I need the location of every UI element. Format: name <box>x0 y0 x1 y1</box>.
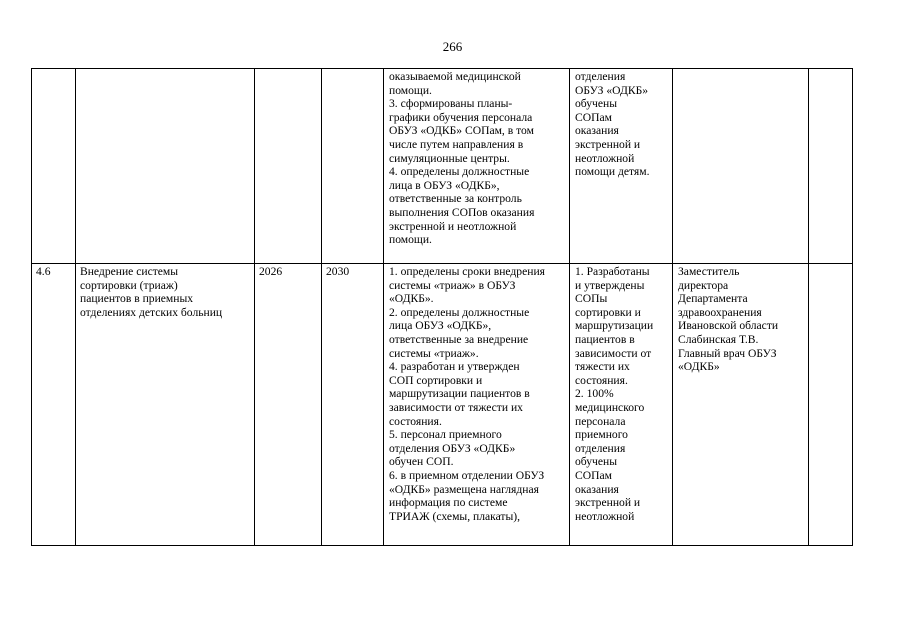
text-line: экстренной и неотложной <box>389 219 517 233</box>
column-border <box>852 68 853 546</box>
text-line: экстренной и <box>575 137 641 151</box>
text-line: «ОДКБ». <box>389 292 434 306</box>
row2-start-year-cell: 2026 <box>259 265 283 278</box>
text-line: «ОДКБ» <box>678 360 720 374</box>
column-border <box>75 68 76 546</box>
text-line: 4. разработан и утвержден <box>389 360 520 374</box>
text-line: персонала <box>575 414 626 428</box>
text-line: СОП сортировки и <box>389 373 483 387</box>
text-line: системы «триаж». <box>389 346 479 360</box>
text-line: Внедрение системы <box>80 265 179 278</box>
text-line: медицинского <box>575 400 645 414</box>
text-line: пациентов в <box>575 332 635 346</box>
text-line: ОБУЗ «ОДКБ» <box>575 83 649 97</box>
text-line: помощи детям. <box>575 165 650 179</box>
text-line: лица ОБУЗ «ОДКБ», <box>389 319 492 333</box>
text-line: СОПам <box>575 468 612 482</box>
text-line: 6. в приемном отделении ОБУЗ <box>389 468 545 482</box>
text-line: информация по системе <box>389 496 508 510</box>
text-line: отделения <box>575 441 626 455</box>
text-line: неотложной <box>575 151 635 165</box>
column-border <box>31 68 32 546</box>
row2-end-year-cell: 2030 <box>326 265 350 278</box>
text-line: выполнения СОПов оказания <box>389 205 535 219</box>
text-line: ответственные за контроль <box>389 192 522 206</box>
text-line: 1. определены сроки внедрения <box>389 265 545 278</box>
text-line: ответственные за внедрение <box>389 332 529 346</box>
text-line: оказания <box>575 482 619 496</box>
text-line: состояния. <box>575 373 628 387</box>
text-line: экстренной и <box>575 496 641 510</box>
row1-results-cell <box>389 70 565 247</box>
column-border <box>808 68 809 546</box>
text-line: 2. 100% <box>575 387 614 401</box>
text-line: помощи. <box>389 83 432 97</box>
page-number: 266 <box>442 39 463 54</box>
text-line: оказываемой медицинской <box>389 70 521 83</box>
table-bottom-border <box>31 545 853 546</box>
text-line: 1. Разработаны <box>575 265 650 278</box>
text-line: помощи. <box>389 233 432 247</box>
text-line: неотложной <box>575 509 635 523</box>
text-line: ТРИАЖ (схемы, плакаты), <box>389 509 521 523</box>
text-line: 5. персонал приемного <box>389 428 502 442</box>
row2-event-cell <box>80 265 250 319</box>
column-border <box>321 68 322 546</box>
text-line: сортировки (триаж) <box>80 278 178 292</box>
text-line: обучен СОП. <box>389 455 454 469</box>
text-line: Департамента <box>678 292 748 306</box>
text-line: обучены <box>575 97 618 111</box>
column-border <box>672 68 673 546</box>
text-line: здравоохранения <box>678 305 762 319</box>
column-border <box>254 68 255 546</box>
text-line: пациентов в приемных <box>80 292 194 306</box>
text-line: Главный врач ОБУЗ <box>678 346 777 360</box>
text-line: отделениях детских больниц <box>80 305 223 319</box>
text-line: тяжести их <box>575 360 630 374</box>
text-line: маршрутизации пациентов в <box>389 387 530 401</box>
text-line: 4. определены должностные <box>389 165 530 179</box>
text-line: отделения <box>575 70 626 83</box>
column-border <box>383 68 384 546</box>
text-line: сортировки и <box>575 305 641 319</box>
text-line: отделения ОБУЗ «ОДКБ» <box>389 441 516 455</box>
row2-number-cell: 4.6 <box>36 265 51 278</box>
text-line: маршрутизации <box>575 319 654 333</box>
text-line: симуляционные центры. <box>389 151 510 165</box>
row1-indicators-cell <box>575 70 668 179</box>
text-line: состояния. <box>389 414 442 428</box>
text-line: Ивановской области <box>678 319 779 333</box>
row2-results-cell <box>389 265 565 523</box>
text-line: числе путем направления в <box>389 137 524 151</box>
table-top-border <box>31 68 853 69</box>
text-line: системы «триаж» в ОБУЗ <box>389 278 516 292</box>
text-line: Заместитель <box>678 265 740 278</box>
text-line: Слабинская Т.В. <box>678 332 759 346</box>
text-line: зависимости от <box>575 346 652 360</box>
text-line: СОПы <box>575 292 608 306</box>
row-divider <box>31 263 853 264</box>
text-line: «ОДКБ» размещена наглядная <box>389 482 539 496</box>
text-line: 2. определены должностные <box>389 305 530 319</box>
text-line: и утверждены <box>575 278 645 292</box>
text-line: ОБУЗ «ОДКБ» СОПам, в том <box>389 124 534 138</box>
text-line: оказания <box>575 124 619 138</box>
text-line: обучены <box>575 455 618 469</box>
column-border <box>569 68 570 546</box>
text-line: 3. сформированы планы- <box>389 97 513 111</box>
text-line: зависимости от тяжести их <box>389 400 523 414</box>
text-line: директора <box>678 278 729 292</box>
text-line: лица в ОБУЗ «ОДКБ», <box>389 178 500 192</box>
row2-indicators-cell <box>575 265 668 523</box>
text-line: СОПам <box>575 110 612 124</box>
text-line: графики обучения персонала <box>389 110 533 124</box>
text-line: приемного <box>575 428 628 442</box>
row2-responsible-cell <box>678 265 804 374</box>
